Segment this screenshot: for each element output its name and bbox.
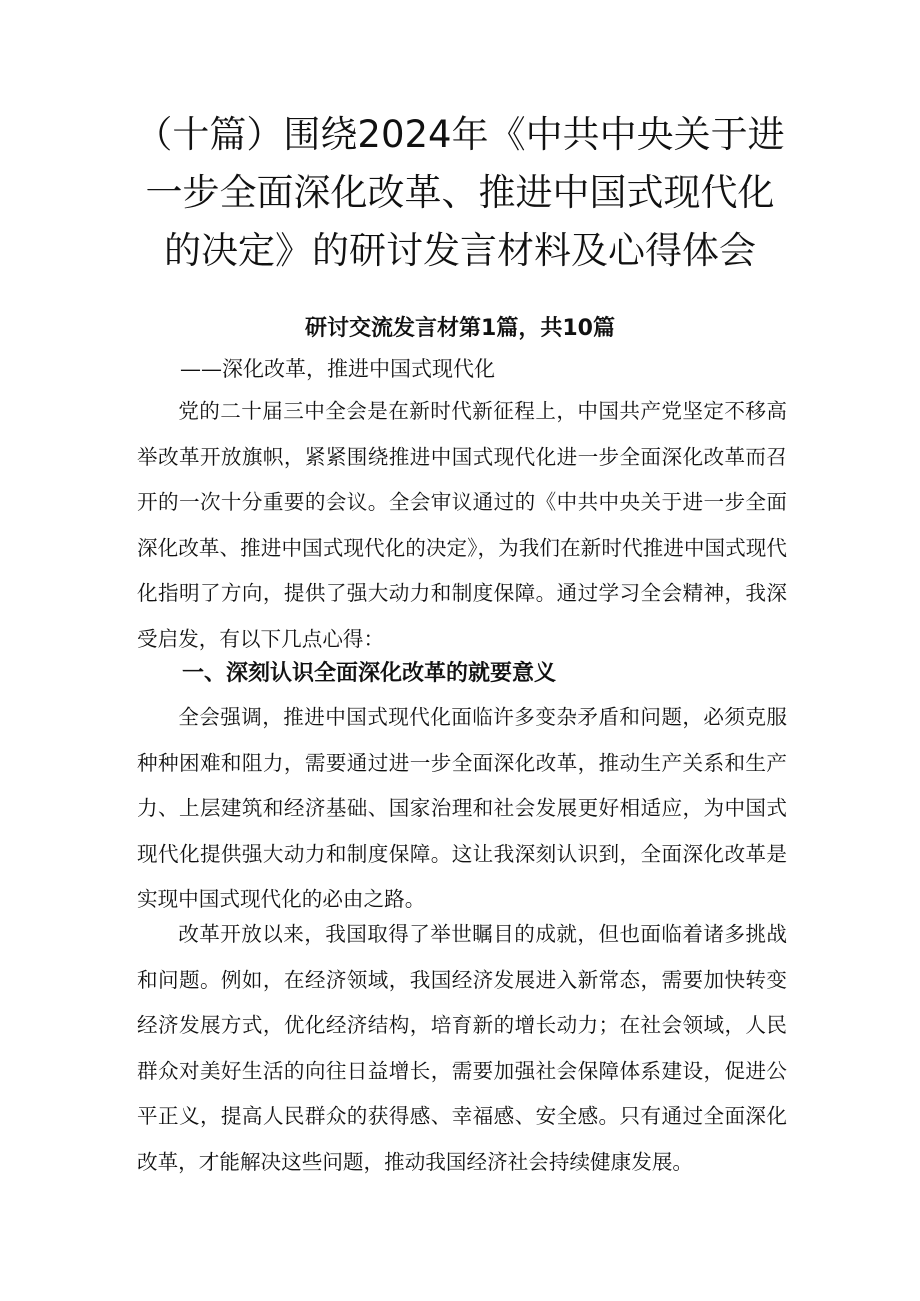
paragraph-section-1: 全会强调，推进中国式现代化面临许多变杂矛盾和问题，必须克服种种困难和阻力，需要通过进一步全面深化改革，推动生产关系和生产力、上层建筑和经济基础、国家治理和社会发展更好相适应，为中国式现代化提供强大动力和制度保障。这让我深刻认识到，全面深化改革是实现中国式现代化的必由之路。 [137, 705, 787, 911]
paragraph-intro: 党的二十届三中全会是在新时代新征程上，中国共产党坚定不移高举改革开放旗帜，紧紧围绕推进中国式现代化进一步全面深化改革而召开的一次十分重要的会议。全会审议通过的《中共中央关于进一步全面深化改革、推进中国式现代化的决定》，为我们在新时代推进中国式现代化指明了方向，提供了强大动力和制度保障。通过学习全会精神，我深受启发，有以下几点心得： [137, 399, 787, 651]
section-heading: 一、深刻认识全面深化改革的就要意义 [182, 661, 557, 686]
document-subtitle: 研讨交流发言材第1篇，共10篇 [305, 316, 615, 341]
document-title: （十篇）围绕2024年《中共中央关于进一步全面深化改革、推进中国式现代化的决定》的研讨发言材料及心得体会 [135, 113, 785, 272]
document-byline: ——深化改革，推进中国式现代化 [180, 357, 495, 381]
paragraph-section-2: 改革开放以来，我国取得了举世瞩目的成就，但也面临着诸多挑战和问题。例如，在经济领域，我国经济发展进入新常态，需要加快转变经济发展方式，优化经济结构，培育新的增长动力；在社会领域，人民群众对美好生活的向往日益增长，需要加强社会保障体系建设，促进公平正义，提高人民群众的获得感、幸福感、安全感。只有通过全面深化改革，才能解决这些问题，推动我国经济社会持续健康发展。 [137, 922, 787, 1174]
